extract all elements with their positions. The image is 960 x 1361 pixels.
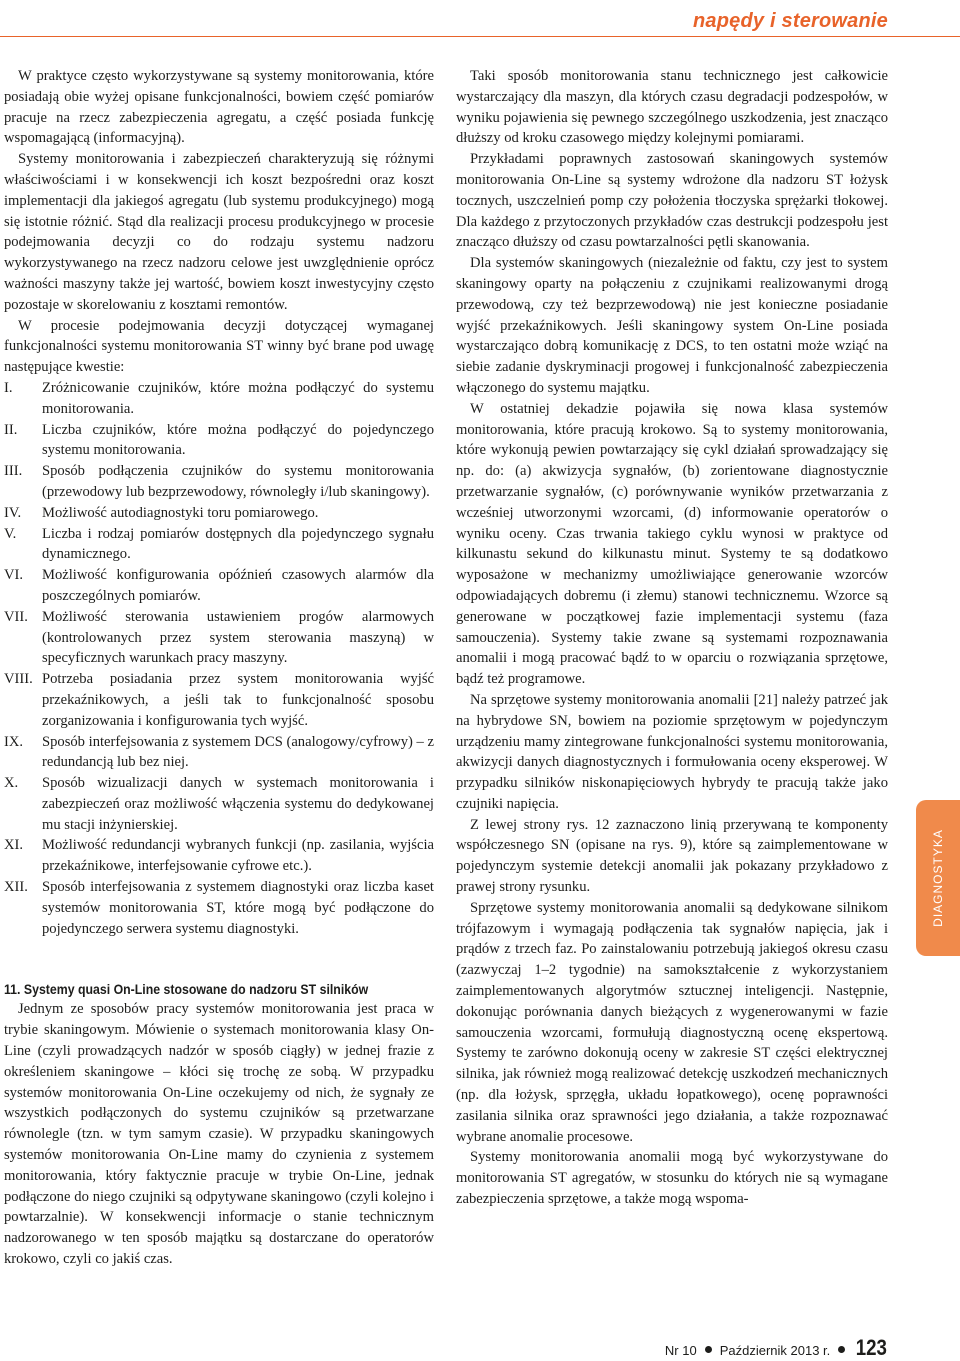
left-column	[4, 66, 434, 1270]
list-text: Liczba czujników, które można podłączyć do pojedynczego systemu monitorowania.	[42, 421, 434, 459]
list-item	[4, 607, 434, 669]
right-paragraph-4: W ostatniej dekadzie pojawiła się nowa klasa systemów monitorowania, które pracują krokowo. Są to systemy monitorowania, które wykonują pewien powtarzający się cykl działań sprowadzający się np. do: (a) akwizycja sygnałów, (b) zorientowane diagnostycznie przetwarzanie sygnałów, (c) porównywanie wyników przetwarzania z wcześniej utworzonymi wzorcami, (d) informowanie operatorów o wyniku oceny. Czas trwania takiego cyklu wynosi w praktyce od kilkunastu sekund do kilkunastu minut. Systemy te są dodatkowo wyposażone w mechanizmy umożliwiające generowanie wzorców odpowiadających dobremu (i złemu) stanowi technicznemu. Wzorce są generowane w początkowej fazie implementacji systemu (faza samouczenia). Systemy takie zwane są systemami rozpoznawania anomalii i mogą pracować bądź to w oparciu o rozwiązania sprzętowe, bądź też programowe.	[456, 400, 888, 688]
list-item	[4, 420, 434, 462]
list-item	[4, 669, 434, 731]
page-footer	[665, 1335, 890, 1361]
list-item	[4, 773, 434, 835]
right-column	[456, 66, 888, 1210]
section-title: napędy i sterowanie	[693, 10, 888, 32]
list-text: Sposób podłączenia czujników do systemu monitorowania (przewodowy lub bezprzewodowy, równoległy i/lub skaningowy).	[42, 463, 434, 500]
list-number: III.	[4, 463, 23, 480]
issue-number: Nr 10	[664, 1343, 697, 1358]
section-side-tab	[916, 800, 960, 956]
list-number: VIII.	[4, 671, 33, 688]
list-text: Możliwość redundancji wybranych funkcji (np. zasilania, wyjścia przekaźnikowe, interfejsowanie cyfrowe etc.).	[42, 837, 434, 875]
list-number: IX.	[4, 733, 24, 750]
side-tab-label: DIAGNOSTYKA	[931, 829, 945, 927]
page-number: 123	[856, 1335, 888, 1360]
list-text: Sposób interfejsowania z systemem diagnostyki oraz liczba kaset systemów monitorowania ST, które mogą być podłączone do pojedynczego serwera systemu diagnostyki.	[42, 879, 434, 937]
list-number: XII.	[4, 879, 28, 896]
list-number: IV.	[4, 504, 22, 521]
list-number: VI.	[4, 567, 24, 584]
page-header	[0, 8, 960, 32]
issue-date: Październik 2013 r.	[719, 1343, 831, 1358]
right-paragraph-2: Przykładami poprawnych zastosowań skaningowych systemów monitorowania On-Line są systemy wdrożone dla nadzoru ST łożysk tocznych, uszczelnień pomp czy położenia tłoczyska sprężarki tłokowej. Dla każdego z przytoczonych przykładów czas destrukcji podzespołu jest znacząco dłuższy od czasu powtarzalności pętli skanowania.	[456, 151, 888, 251]
list-text: Sposób wizualizacji danych w systemach monitorowania i zabezpieczeń oraz możliwość włączenia systemu do dedykowanej mu stacji inżynierskiej.	[42, 775, 434, 833]
list-text: Zróżnicowanie czujników, które można podłączyć do systemu monitorowania.	[42, 379, 434, 417]
list-number: V.	[4, 525, 17, 542]
list-text: Sposób interfejsowania z systemem DCS (analogowy/cyfrowy) – z redundancją lub bez niej.	[42, 733, 434, 771]
header-rule	[0, 36, 960, 37]
right-paragraph-5: Na sprzętowe systemy monitorowania anomalii [21] należy patrzeć jak na hybrydowe SN, bowiem na poziomie sprzętowym w pojedynczym urządzeniu mamy zintegrowane funkcjonalności systemu monitorowania, akwizycji danych diagnostycznych i formułowania oceny eksperowej. W przypadku silników niskonapięciowych hybrydy te pracują także jako czujniki napięcia.	[456, 691, 888, 812]
list-item	[4, 503, 434, 524]
list-number: II.	[4, 421, 18, 438]
list-number: XI.	[4, 837, 24, 854]
bullet-dot-icon	[838, 1346, 845, 1353]
left-paragraph-4: Jednym ze sposobów pracy systemów monitorowania jest praca w trybie skaningowym. Mówienie o systemach monitorowania klasy On-Line (czyli prowadzących nadzór w sposób ciągły) w jednej frazie z określeniem skaningowe – kłóci się trochę ze sobą. W przypadku systemów monitorowania On-Line oczekujemy od nich, że sygnały ze wszystkich podłączonych do systemu czujników są przetwarzane równolegle (tzn. w tym samym czasie). W przypadku skaningowych systemów monitorowania On-Line mamy do czynienia z systemem monitorowania, który faktycznie pracuje w trybie On-Line, jednak podłączone do niego czujniki są odpytywane skaningowo (czyli kolejno i powtarzalnie). W konsekwencji informacje o stanie technicznym nadzorowanego w ten sposób majątku są dostarczane do operatorów krokowo, czyli co jakiś czas.	[4, 1001, 434, 1268]
right-paragraph-3: Dla systemów skaningowych (niezależnie od faktu, czy jest to system skaningowy oparty na połączeniu z czujnikami realizowanymi drogą przewodową, czy też bezprzewodową) nie jest konieczne posiadanie wyjść przekaźnikowych. Jeśli skaningowy system On-Line posiada wystarczająco dobrą komunikację z DCS, to ten ostatni może wziąć na siebie zadanie dyskryminacji progowej i funkcjonalność zabezpieczenia włączonego do systemu majątku.	[456, 255, 888, 396]
right-paragraph-1: Taki sposób monitorowania stanu technicznego jest całkowicie wystarczający dla maszyn, dla których czasu degradacji podzespołów, w wyniku pojawienia się pewnego szczególnego uszkodzenia, jest znacząco dłuższy od kroku czasowego między kolejnymi pomiarami.	[456, 68, 888, 147]
list-text: Możliwość autodiagnostyki toru pomiarowego.	[42, 504, 319, 521]
list-number: I.	[4, 379, 13, 396]
list-item	[4, 524, 434, 566]
list-item	[4, 732, 434, 774]
list-item	[4, 461, 434, 503]
list-text: Możliwość konfigurowania opóźnień czasowych alarmów dla poszczególnych pomiarów.	[42, 567, 434, 604]
list-number: VII.	[4, 608, 28, 625]
list-item	[4, 565, 434, 607]
list-number: X.	[4, 775, 19, 792]
list-item	[4, 877, 434, 939]
list-text: Potrzeba posiadania przez system monitorowania wyjść przekaźnikowych, a jeśli tak to funkcjonalność sposobu zorganizowania i konfigurowania tych wyjść.	[42, 671, 434, 729]
left-paragraph-2: Systemy monitorowania i zabezpieczeń charakteryzują się różnymi właściwościami i w konsekwencji ich koszt bezpośredni oraz koszt implementacji dla jakiegoś agregatu (lub systemu produkcyjnego) mogą się istotnie różnić. Stąd dla realizacji procesu produkcyjnego w procesie podejmowania decyzji co do rodzaju systemu nadzoru wykorzystywanego na rzecz nadzoru celowe jest uwzględnienie oprócz ważności maszyny także jej wartość, bowiem koszt inwestycyjny często pozostaje w skorelowaniu z kosztami remontów.	[4, 151, 434, 313]
right-paragraph-7: Sprzętowe systemy monitorowania anomalii są dedykowane silnikom trójfazowym i wymagają podłączenia tak sygnałów napięcia, jak i prądów z trzech faz. Po zainstalowaniu potrzebują jakiegoś okresu czasu (zazwyczaj 1–2 tygodnie) na samokształcenie z wykorzystaniem zaimplementowanych algorytmów sztucznej inteligencji. Następnie, dokonując porównania danych bieżących z wygenerowanymi w fazie samouczenia wzorcami, formułują diagnostyczną ocenę ekspertową. Systemy te zarówno dokonują oceny w zakresie ST części elektrycznej silnika, jak również mogą realizować detekcję uszkodzeń mechanicznych (np. dla łożysk, sprzęgła, układu łopatkowego), ocenę poprawności zasilania silnika oraz sprawności jego działania, a także rozpoznawać wybrane anomalie procesowe.	[456, 899, 888, 1145]
considerations-list	[4, 378, 434, 940]
list-text: Możliwość sterowania ustawieniem progów alarmowych (kontrolowanych przez system sterowania maszyną) w specyficznych warunkach pracy maszyny.	[42, 608, 434, 667]
section-heading: 11. Systemy quasi On-Line stosowane do nadzoru ST silników	[4, 981, 369, 998]
list-item	[4, 378, 434, 420]
list-text: Liczba i rodzaj pomiarów dostępnych dla pojedynczego sygnału dynamicznego.	[42, 525, 434, 563]
right-paragraph-6: Z lewej strony rys. 12 zaznaczono linią przerywaną te komponenty współczesnego SN (opisane na rys. 9), które są zaimplementowane w pojedynczym systemie detekcji anomalii jak pokazany przykładowo z prawej strony rysunku.	[456, 816, 888, 896]
left-paragraph-1: W praktyce często wykorzystywane są systemy monitorowania, które posiadają obie wyżej opisane funkcjonalności, bowiem część pomiarów pracuje na rzecz zabezpieczenia agregatu, a część posiada funkcję wspomagającą (informacyjną).	[4, 68, 434, 147]
list-item	[4, 835, 434, 877]
right-paragraph-8: Systemy monitorowania anomalii mogą być wykorzystywane do monitorowania ST agregatów, w stosunku do których nie są wymagane zabezpieczenia sprzętowe, a także mogą wspoma-	[456, 1149, 888, 1208]
bullet-dot-icon	[705, 1346, 712, 1353]
left-paragraph-3: W procesie podejmowania decyzji dotyczącej wymaganej funkcjonalności systemu monitorowania ST winny być brane pod uwagę następujące kwestie:	[4, 317, 434, 376]
